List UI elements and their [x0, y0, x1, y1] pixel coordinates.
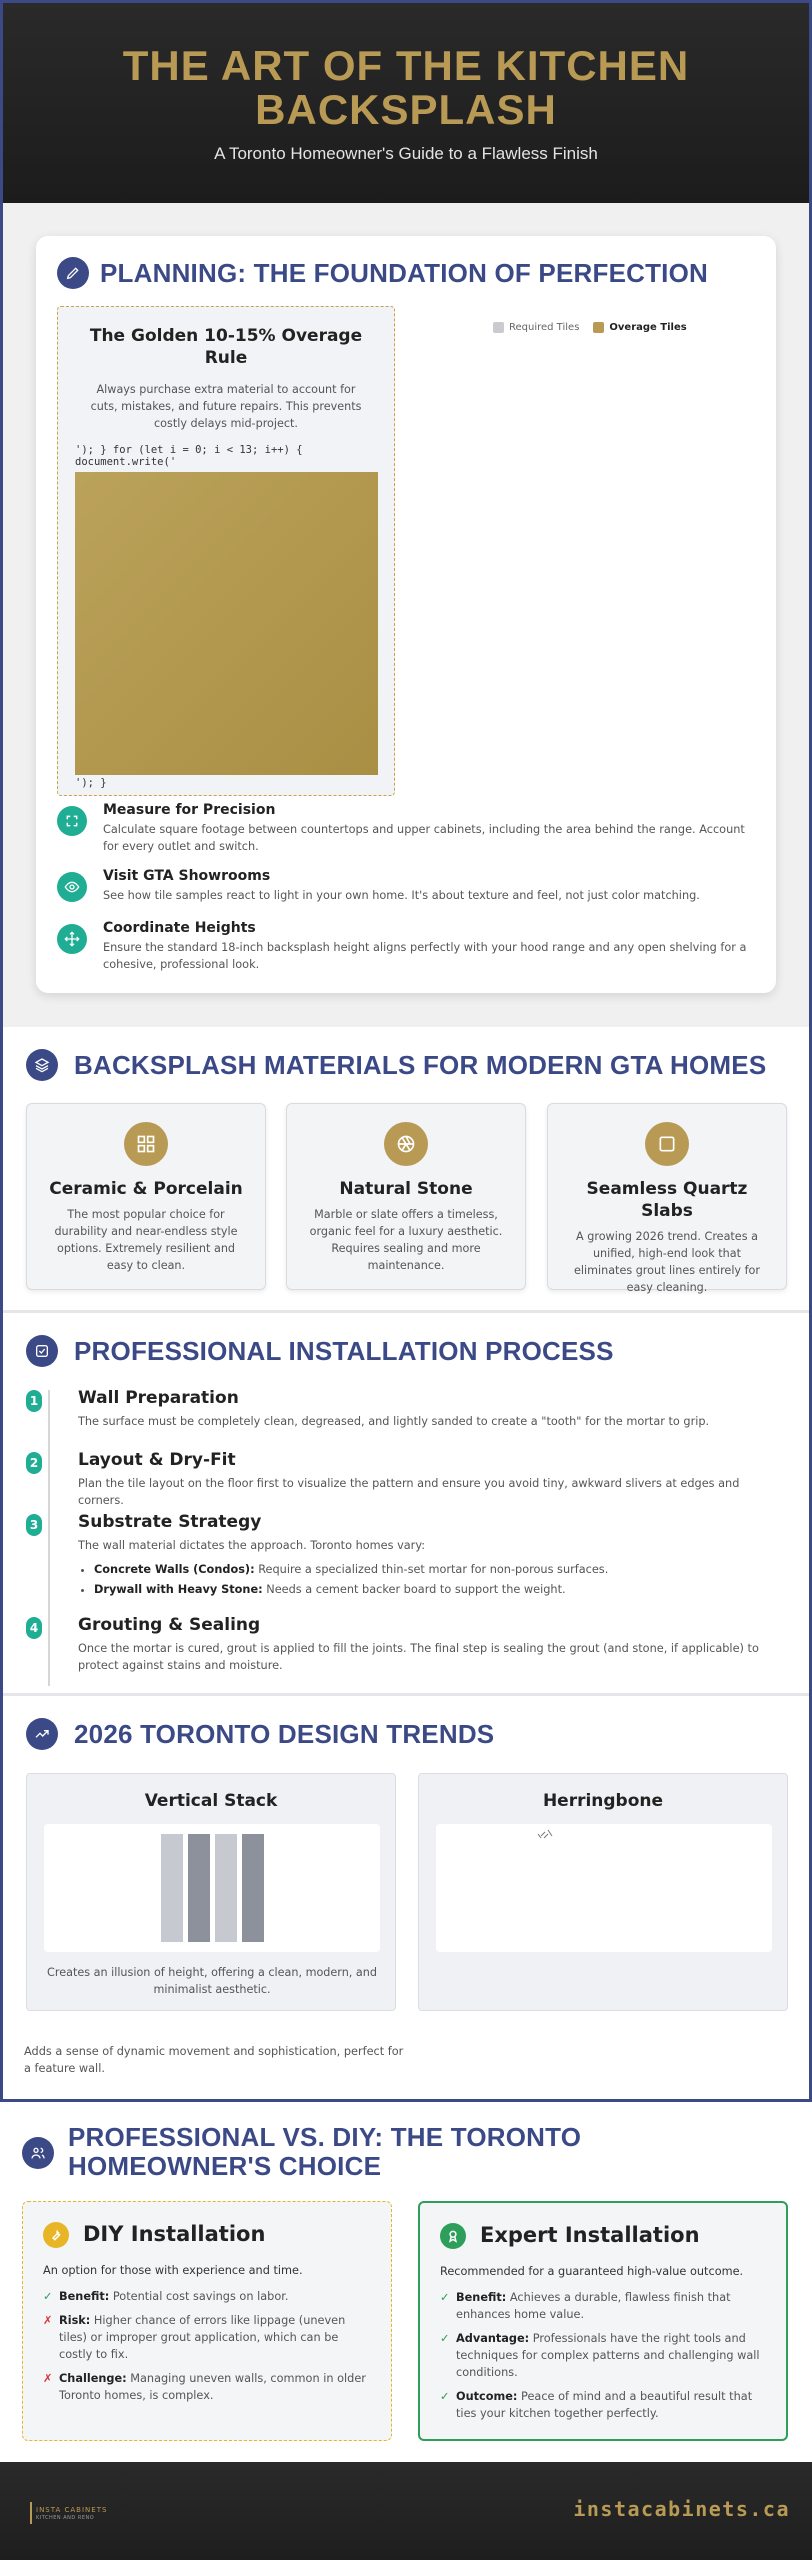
planning-step-title: Measure for Precision [103, 802, 276, 818]
list-item [440, 2330, 770, 2381]
check-icon: ✓ [440, 2291, 450, 2304]
list-item-label: Benefit: [456, 2291, 507, 2304]
pro-list [440, 2289, 770, 2429]
logo-text: INSTA CABINETS [36, 2505, 108, 2514]
process-step-text: Once the mortar is cured, grout is applied to fill the joints. The final step is sealing the grout (and stone, if applicable) to protect against stains and moisture. [78, 1642, 759, 1672]
diy-title: DIY Installation [83, 2222, 266, 2246]
list-item [440, 2388, 770, 2422]
material-text: A growing 2026 trend. Creates a unified, high-end look that eliminates grout lines entirely for easy cleaning. [574, 1230, 760, 1294]
check-icon: ✓ [440, 2332, 450, 2345]
process-step-title: Grouting & Sealing [78, 1615, 261, 1635]
users-icon [22, 2137, 54, 2169]
page-subtitle: A Toronto Homeowner's Guide to a Flawless Finish [214, 144, 598, 163]
list-item-text: Peace of mind and a beautiful result that ties your kitchen together perfectly. [456, 2390, 753, 2420]
footer [0, 2462, 812, 2560]
list-item [440, 2289, 770, 2323]
brand-logo[interactable] [30, 2502, 107, 2524]
list-item-label: Outcome: [456, 2390, 518, 2403]
list-item-text: Managing uneven walls, common in older Toronto homes, is complex. [59, 2372, 366, 2402]
list-item [43, 2288, 373, 2305]
materials-title: BACKSPLASH MATERIALS FOR MODERN GTA HOMES [74, 1050, 767, 1080]
wrench-icon [43, 2222, 69, 2248]
process-step-text: The wall material dictates the approach. Toronto homes vary: [78, 1539, 425, 1552]
list-item-text: Higher chance of errors like lippage (uneven tiles) or improper grout application, which can be costly to fix. [59, 2314, 346, 2361]
step-number-badge: 4 [26, 1617, 42, 1639]
process-step-text: Plan the tile layout on the floor first to visualize the pattern and ensure you avoid tiny, awkward slivers at edges and corners. [78, 1477, 740, 1507]
award-icon [440, 2223, 466, 2249]
legend-label-overage: Overage Tiles [609, 322, 687, 333]
list-item-text: Professionals have the right tools and techniques for complex patterns and challenging wall conditions. [456, 2332, 760, 2379]
material-title: Ceramic & Porcelain [49, 1179, 243, 1199]
diy-list [43, 2288, 373, 2411]
list-item-text: Achieves a durable, flawless finish that enhances home value. [456, 2291, 731, 2321]
planning-step-title: Visit GTA Showrooms [103, 868, 271, 884]
material-text: Marble or slate offers a timeless, organic feel for a luxury aesthetic. Requires sealing and more maintenance. [309, 1208, 503, 1272]
pro-title: Expert Installation [480, 2223, 700, 2247]
diy-intro: An option for those with experience and time. [43, 2264, 303, 2277]
process-step-title: Wall Preparation [78, 1388, 239, 1408]
process-step-text: The surface must be completely clean, degreased, and lightly sanded to create a "tooth" for the mortar to grip. [78, 1415, 710, 1428]
trend-title: Vertical Stack [144, 1791, 278, 1811]
material-text: The most popular choice for durability and near-endless style options. Extremely resilient and easy to clean. [54, 1208, 238, 1272]
process-step-title: Layout & Dry-Fit [78, 1450, 236, 1470]
trends-title: 2026 TORONTO DESIGN TRENDS [74, 1719, 495, 1749]
list-item-label: Risk: [59, 2314, 91, 2327]
list-item-text: Potential cost savings on labor. [109, 2290, 289, 2303]
pro-intro: Recommended for a guaranteed high-value outcome. [440, 2265, 744, 2278]
legend-label-required: Required Tiles [509, 322, 580, 333]
list-item-label: Benefit: [59, 2290, 110, 2303]
step-number-badge: 1 [26, 1390, 42, 1412]
golden-rule-title: The Golden 10-15% Overage Rule [89, 326, 363, 368]
trend-herringbone-text: Adds a sense of dynamic movement and sophistication, perfect for a feature wall. [24, 2045, 404, 2075]
logo-mark [30, 2502, 32, 2524]
planning-step-text: Calculate square footage between countertops and upper cabinets, including the area behind the range. Account for every outlet and switch. [103, 823, 745, 853]
pro-card [418, 2201, 788, 2441]
check-icon: ✓ [440, 2390, 450, 2403]
code-text-bottom: '); } [75, 777, 107, 789]
cross-icon: ✗ [43, 2314, 53, 2327]
list-item [43, 2370, 373, 2404]
check-icon: ✓ [43, 2290, 53, 2303]
planning-step-text: See how tile samples react to light in your own home. It's about texture and feel, not just color matching. [103, 889, 700, 902]
planning-title: PLANNING: THE FOUNDATION OF PERFECTION [100, 258, 708, 288]
golden-rule-description: Always purchase extra material to account for cuts, mistakes, and future repairs. This prevents costly delays mid-project. [90, 383, 362, 430]
trend-text: Creates an illusion of height, offering a clean, modern, and minimalist aesthetic. [47, 1966, 377, 1996]
list-item-label: Drywall with Heavy Stone: [94, 1583, 263, 1596]
list-item-text: Needs a cement backer board to support the weight. [262, 1583, 566, 1596]
list-item-label: Concrete Walls (Condos): [94, 1563, 255, 1576]
logo-tagline: KITCHEN AND RENO [36, 2514, 95, 2521]
list-item [43, 2312, 373, 2363]
list-item-text: Require a specialized thin-set mortar for non-porous surfaces. [254, 1563, 609, 1576]
comparison-title: PROFESSIONAL VS. DIY: THE TORONTO HOMEOWNER'S CHOICE [68, 2122, 582, 2181]
website-link[interactable]: instacabinets.ca [573, 2497, 790, 2521]
step-number-badge: 3 [26, 1514, 42, 1536]
code-text-top: '); } for (let i = 0; i < 13; i++) { document.write(' [75, 444, 303, 468]
list-item-label: Advantage: [456, 2332, 530, 2345]
page-title: THE ART OF THE KITCHEN BACKSPLASH [122, 42, 690, 133]
material-title: Seamless Quartz Slabs [586, 1179, 748, 1221]
trend-title: Herringbone [542, 1791, 664, 1811]
planning-step-text: Ensure the standard 18-inch backsplash height aligns perfectly with your hood range and any open shelving for a cohesive, professional look. [103, 941, 747, 971]
process-title: PROFESSIONAL INSTALLATION PROCESS [74, 1336, 614, 1366]
cross-icon: ✗ [43, 2372, 53, 2385]
diy-card [22, 2201, 392, 2441]
material-title: Natural Stone [339, 1179, 473, 1199]
planning-step-title: Coordinate Heights [103, 920, 256, 936]
list-item-label: Challenge: [59, 2372, 127, 2385]
process-step-title: Substrate Strategy [78, 1512, 262, 1532]
step-number-badge: 2 [26, 1452, 42, 1474]
